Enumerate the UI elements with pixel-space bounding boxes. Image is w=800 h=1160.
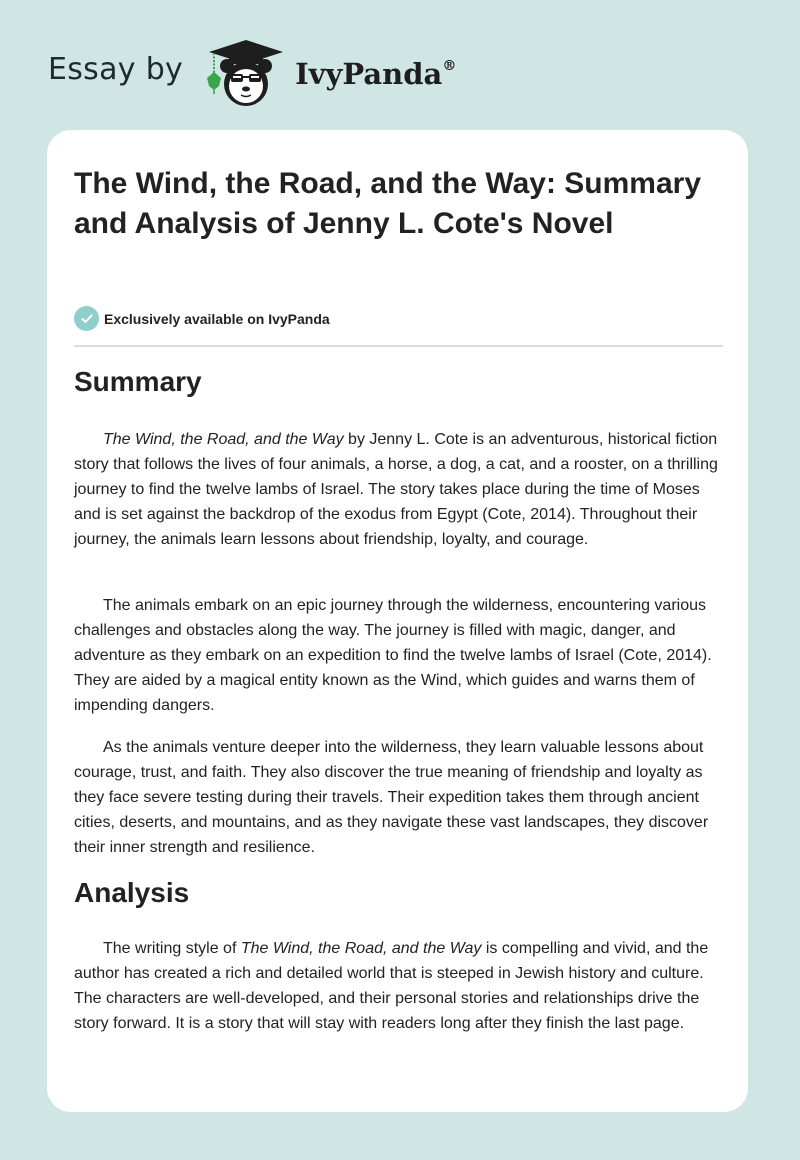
- brand-name: [295, 57, 456, 91]
- brand-prefix: Essay by: [48, 51, 184, 87]
- exclusive-text: Exclusively available on IvyPanda: [104, 310, 330, 327]
- summary-paragraph-1: [74, 427, 726, 552]
- brand-name-text: IvyPanda: [295, 57, 443, 91]
- analysis-paragraph-1: [74, 936, 726, 1036]
- exclusive-badge: [74, 306, 330, 331]
- divider: [74, 345, 723, 347]
- summary-paragraph-2: The animals embark on an epic journey through the wilderness, encountering various challenges and obstacles along the way. The journey is filled with magic, danger, and adventure as they embark on an expedition to find the twelve lambs of Israel (Cote, 2014). They are aided by a magical entity known as the Wind, which guides and warns them of impending dangers.: [74, 597, 712, 714]
- summary-paragraph-3: As the animals venture deeper into the wilderness, they learn valuable lessons about courage, trust, and faith. They also discover the true meaning of friendship and loyalty as they face severe testing during their travels. Their expedition takes them through ancient cities, deserts, and mountains, and as they navigate these vast landscapes, they discover their inner strength and resilience.: [74, 739, 709, 856]
- check-circle-icon: [74, 306, 99, 331]
- paragraph-text-before: The writing style of: [103, 940, 241, 957]
- book-title-italic: The Wind, the Road, and the Way: [240, 940, 482, 957]
- site-brand[interactable]: [48, 34, 456, 110]
- book-title-italic: The Wind, the Road, and the Way: [103, 431, 344, 448]
- paragraph-text: by Jenny L. Cote is an adventurous, historical fiction story that follows the lives of four animals, a horse, a dog, a cat, and a rooster, on a thrilling journey to find the twelve lambs of Israel. The story takes place during the time of Moses and is set against the backdrop of the exodus from Egypt (Cote, 2014). Throughout their journey, the animals learn lessons about friendship, loyalty, and courage.: [74, 431, 718, 548]
- section-heading-analysis: Analysis: [74, 877, 190, 908]
- paragraph-text: is compelling and vivid, and the author has created a rich and detailed world that is steeped in Jewish history and culture. The characters are well-developed, and their personal stories and relationships drive the story forward. It is a story that will stay with readers long after they finish the last page.: [74, 940, 709, 1032]
- section-heading-summary: Summary: [74, 366, 202, 397]
- registered-mark: ®: [442, 58, 457, 74]
- essay-card: [47, 130, 748, 1112]
- panda-graduate-logo-icon: [201, 34, 291, 110]
- page-title: The Wind, the Road, and the Way: Summary and Analysis of Jenny L. Cote's Novel: [74, 167, 702, 240]
